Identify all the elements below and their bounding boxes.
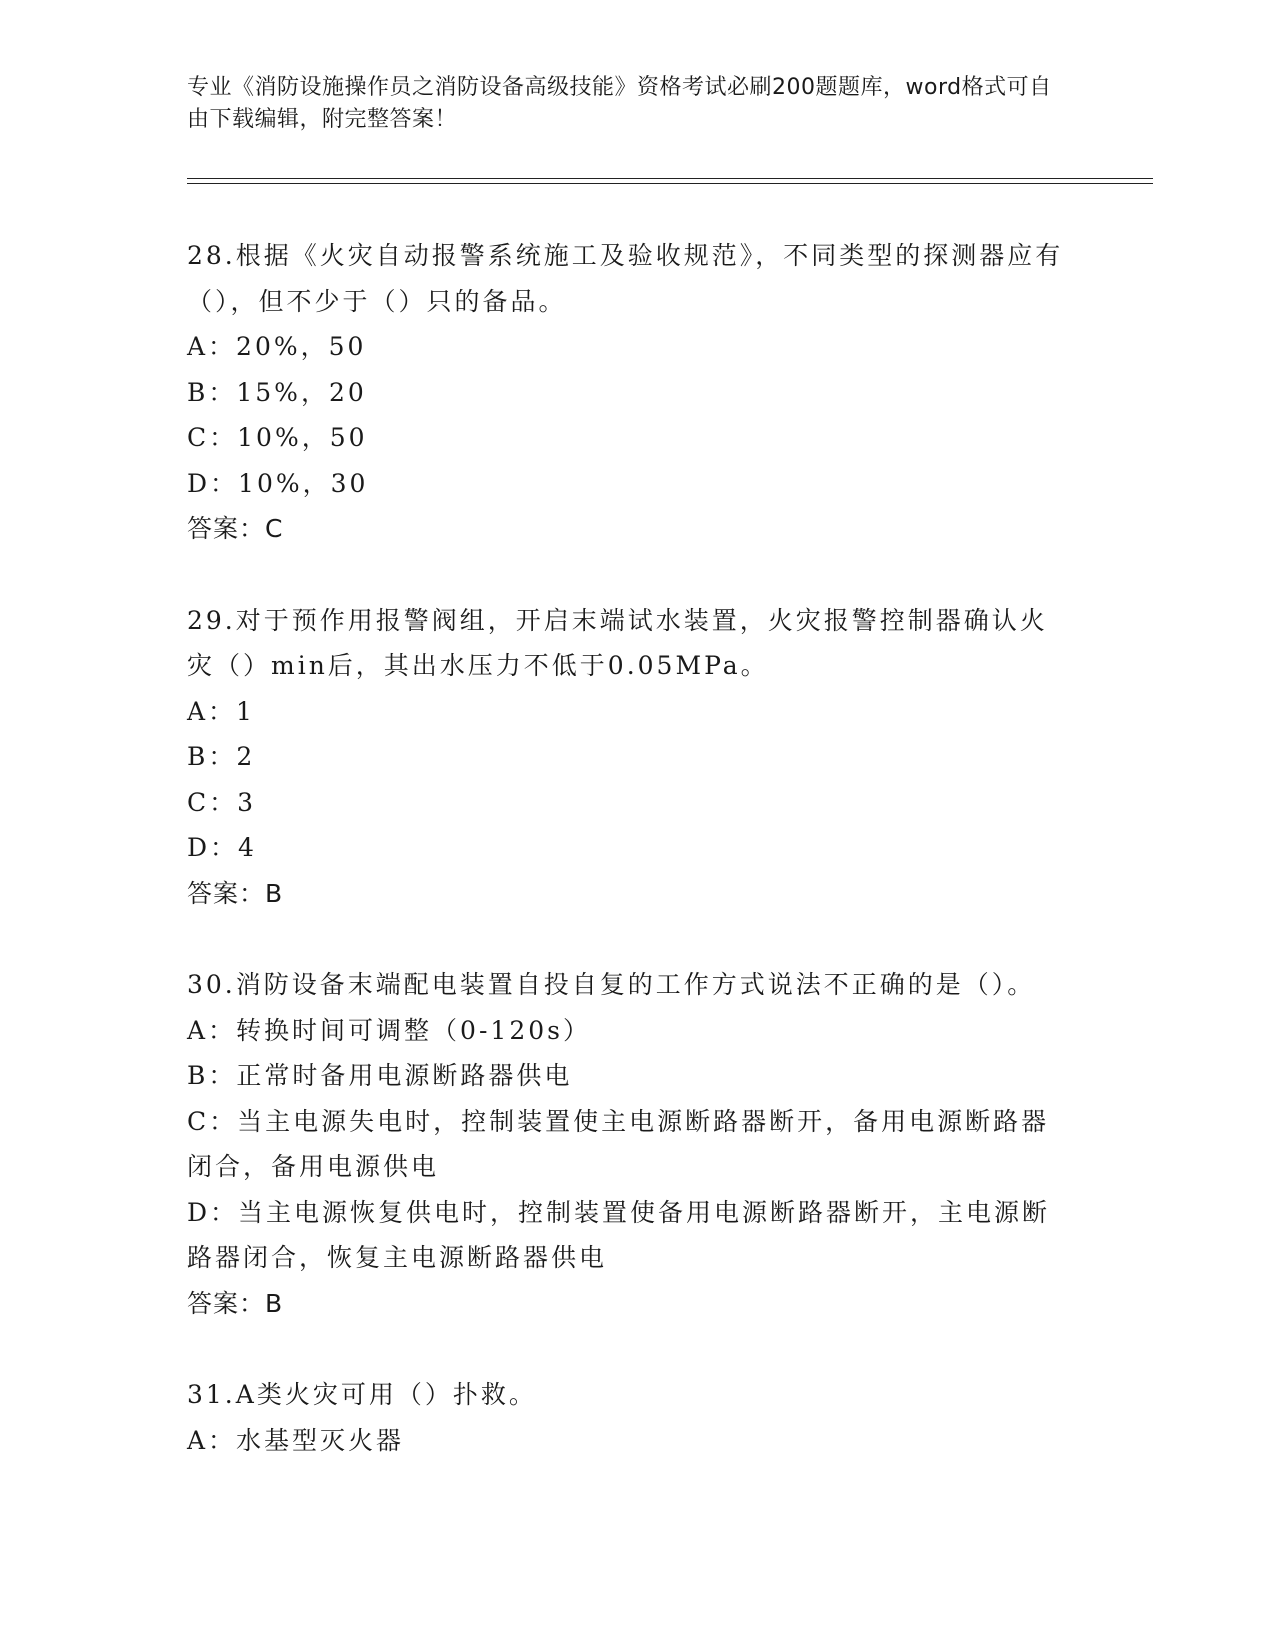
option-c: C：3: [187, 787, 257, 817]
question-28: [187, 233, 1067, 552]
option-b: B：正常时备用电源断路器供电: [187, 1061, 573, 1090]
question-text: 29.对于预作用报警阀组，开启末端试水装置，火灾报警控制器确认火灾（）min后，其出水压力不低于0.05MPa。: [187, 605, 1048, 680]
question-list: [187, 233, 1067, 1509]
option-d: D：4: [187, 833, 257, 862]
option-d: D：当主电源恢复供电时，控制装置使备用电源断路器断开，主电源断路器闭合，恢复主电源断路器供电: [187, 1197, 1051, 1272]
option-a: A：转换时间可调整（0-120s）: [187, 1015, 591, 1045]
document-header: 专业《消防设施操作员之消防设备高级技能》资格考试必刷200题题库，word格式可自由下载编辑，附完整答案！: [187, 75, 1052, 132]
option-a: A：水基型灭火器: [187, 1425, 405, 1455]
question-text: 28.根据《火灾自动报警系统施工及验收规范》，不同类型的探测器应有（），但不少于（）只的备品。: [187, 241, 1064, 316]
option-a: A：1: [187, 696, 255, 726]
option-a: A：20%，50: [187, 332, 367, 361]
answer: 答案：B: [187, 878, 284, 908]
question-text: 31.A类火灾可用（）扑救。: [187, 1380, 537, 1409]
option-c: C：10%，50: [187, 423, 368, 452]
header-divider-top: [187, 178, 1153, 179]
answer: 答案：C: [187, 514, 284, 543]
option-c: C：当主电源失电时，控制装置使主电源断路器断开，备用电源断路器闭合，备用电源供电: [187, 1106, 1050, 1181]
question-29: [187, 598, 1067, 917]
option-d: D：10%，30: [187, 468, 369, 498]
answer: 答案：B: [187, 1288, 284, 1318]
header-divider-bottom: [187, 183, 1153, 184]
question-text: 30.消防设备末端配电装置自投自复的工作方式说法不正确的是（）。: [187, 970, 1036, 999]
question-31: [187, 1372, 1067, 1463]
question-30: [187, 962, 1067, 1326]
option-b: B：15%，20: [187, 377, 367, 407]
option-b: B：2: [187, 742, 256, 771]
